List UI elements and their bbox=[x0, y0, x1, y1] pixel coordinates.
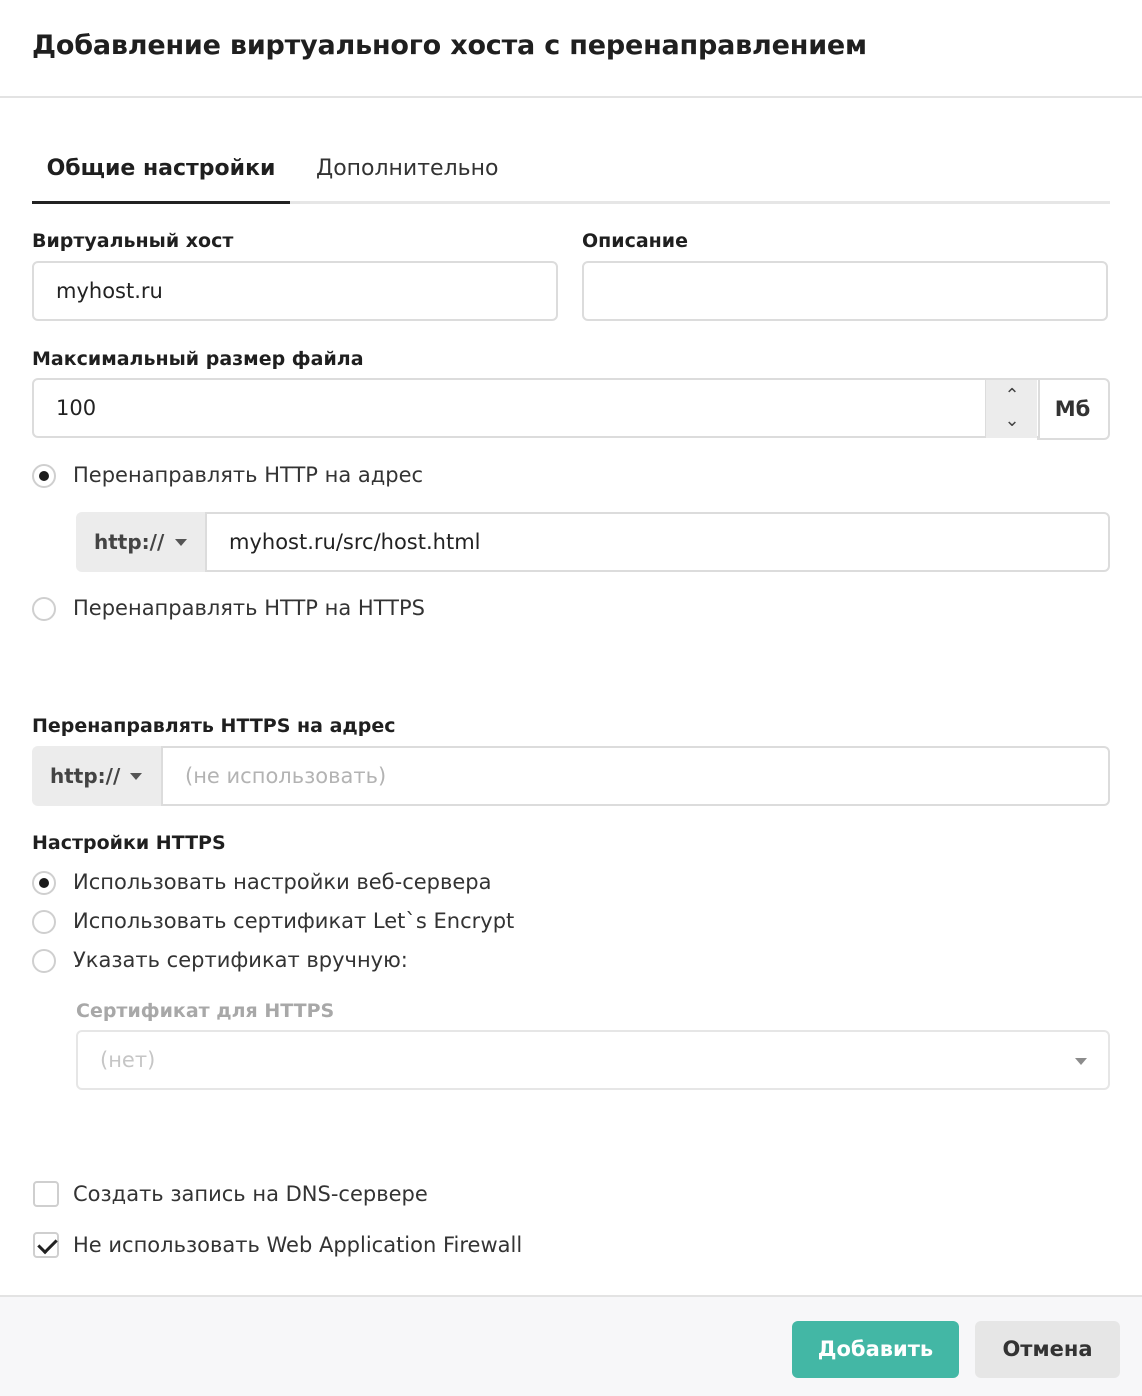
disable-waf-label: Не использовать Web Application Firewall bbox=[73, 1233, 523, 1257]
http-scheme-value: http:// bbox=[94, 530, 165, 554]
chevron-down-icon bbox=[1075, 1058, 1087, 1065]
stepper-up-icon[interactable]: ⌃ bbox=[1004, 385, 1020, 406]
certificate-label: Сертификат для HTTPS bbox=[76, 1000, 335, 1022]
tab-general-settings[interactable]: Общие настройки bbox=[32, 140, 290, 204]
http-scheme-select[interactable] bbox=[76, 512, 206, 572]
vhost-input[interactable]: myhost.ru bbox=[32, 261, 558, 321]
use-webserver-settings-label: Использовать настройки веб-сервера bbox=[73, 870, 492, 894]
manual-certificate-label: Указать сертификат вручную: bbox=[73, 948, 408, 972]
https-scheme-select[interactable] bbox=[32, 746, 162, 806]
tab-bar bbox=[32, 140, 1110, 204]
radio-manual-certificate[interactable] bbox=[32, 949, 56, 973]
checkbox-disable-waf[interactable] bbox=[33, 1232, 59, 1258]
max-size-unit: Мб bbox=[1037, 378, 1110, 440]
http-to-https-label: Перенаправлять HTTP на HTTPS bbox=[73, 596, 425, 620]
radio-http-to-https[interactable] bbox=[32, 597, 56, 621]
dialog-footer bbox=[0, 1295, 1142, 1396]
description-label: Описание bbox=[582, 230, 689, 252]
create-dns-record-label: Создать запись на DNS-сервере bbox=[73, 1182, 428, 1206]
radio-use-webserver-settings[interactable] bbox=[32, 871, 56, 895]
max-size-stepper bbox=[985, 380, 1037, 438]
chevron-down-icon bbox=[175, 539, 187, 546]
https-scheme-value: http:// bbox=[50, 764, 121, 788]
dialog-header bbox=[0, 0, 1142, 98]
max-size-label: Максимальный размер файла bbox=[32, 348, 364, 370]
radio-lets-encrypt[interactable] bbox=[32, 910, 56, 934]
lets-encrypt-label: Использовать сертификат Let`s Encrypt bbox=[73, 909, 515, 933]
add-button[interactable]: Добавить bbox=[792, 1321, 959, 1378]
stepper-down-icon[interactable]: ⌄ bbox=[1004, 410, 1020, 431]
http-redirect-address-label: Перенаправлять HTTP на адрес bbox=[73, 463, 424, 487]
description-input[interactable] bbox=[582, 261, 1108, 321]
https-settings-label: Настройки HTTPS bbox=[32, 832, 226, 854]
vhost-label: Виртуальный хост bbox=[32, 230, 234, 252]
certificate-select bbox=[76, 1030, 1110, 1090]
https-redirect-url-input[interactable]: (не использовать) bbox=[161, 746, 1110, 806]
dialog-title: Добавление виртуального хоста с перенаправлением bbox=[32, 30, 867, 61]
certificate-value: (нет) bbox=[100, 1048, 156, 1072]
https-redirect-label: Перенаправлять HTTPS на адрес bbox=[32, 715, 396, 737]
tab-additional[interactable]: Дополнительно bbox=[316, 156, 499, 181]
chevron-down-icon bbox=[130, 773, 142, 780]
radio-http-redirect-address[interactable] bbox=[32, 464, 56, 488]
max-size-input[interactable]: 100 bbox=[32, 378, 1040, 438]
http-redirect-url-input[interactable]: myhost.ru/src/host.html bbox=[205, 512, 1110, 572]
cancel-button[interactable]: Отмена bbox=[975, 1321, 1120, 1378]
checkbox-create-dns-record[interactable] bbox=[33, 1181, 59, 1207]
